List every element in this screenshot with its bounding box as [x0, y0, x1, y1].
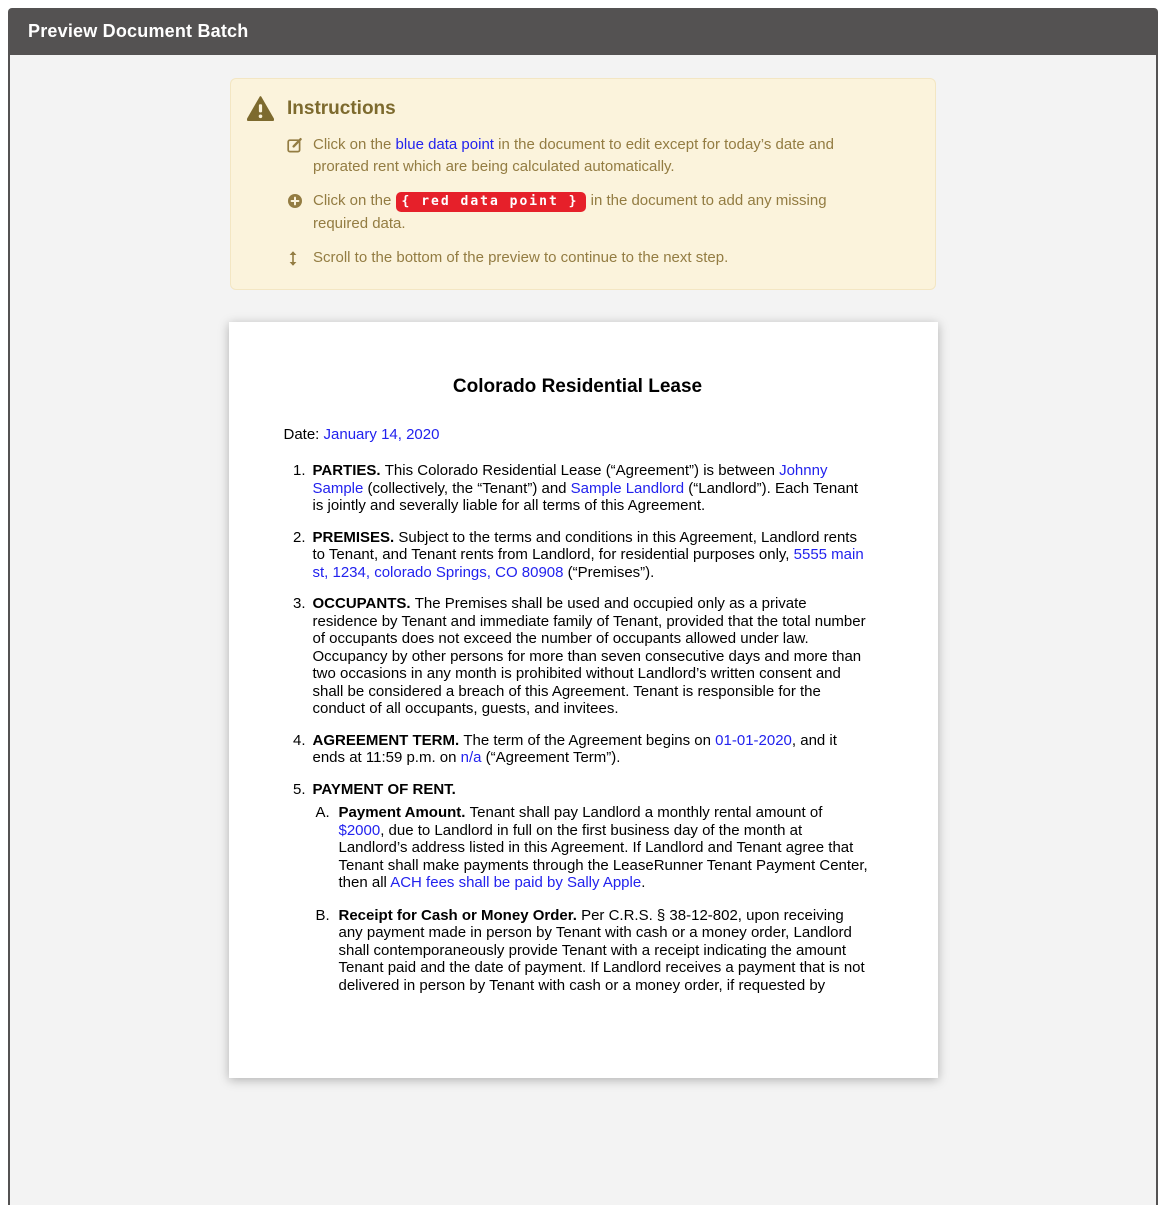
item-number: 1. [292, 462, 306, 479]
bold-lead: PAYMENT OF RENT. [312, 780, 456, 798]
edit-icon [287, 134, 304, 153]
panel-body [8, 55, 1158, 1205]
preview-document-batch-panel [8, 8, 1158, 1208]
instruction-text: Click on the blue data point in the document to edit except for today’s date and prorated rent which are being calculated automatically. [313, 136, 834, 175]
bold-lead: Receipt for Cash or Money Order. [338, 906, 582, 924]
bold-lead: AGREEMENT TERM. [312, 731, 464, 749]
subitem-letter: A. [315, 804, 330, 821]
instructions-header [247, 96, 917, 121]
instruction-item [287, 134, 917, 178]
data-point-link[interactable]: $2000 [338, 821, 381, 839]
instruction-text: Click on the { red data point } in the document to add any missing required data. [313, 192, 827, 232]
instructions-list [247, 134, 917, 269]
panel-header [8, 8, 1158, 55]
document-item [284, 529, 872, 582]
page-title: Preview Document Batch [28, 21, 249, 41]
document-item [284, 595, 872, 718]
scroll-arrows-icon [287, 247, 304, 267]
instruction-item [287, 247, 917, 269]
document-sublist [313, 804, 872, 994]
instruction-item [287, 190, 917, 235]
document-date-line [284, 426, 872, 443]
data-point-link[interactable]: Sample Landlord [570, 479, 685, 497]
bold-lead: Payment Amount. [338, 804, 470, 821]
bold-lead: PARTIES. [312, 462, 385, 479]
warning-icon [247, 96, 274, 121]
bold-lead: PREMISES. [312, 528, 399, 546]
document-item [284, 732, 872, 767]
item-text: PREMISES. Subject to the terms and conditions in this Agreement, Landlord rents to Tenant, and Tenant rents from Landlord, for residential purposes only, 5555 main st, 1234, colorado Springs, CO 80908 (“Premises”). [312, 528, 864, 581]
document-subitem [316, 804, 872, 892]
instructions-box [230, 78, 936, 290]
subitem-text: Receipt for Cash or Money Order. Per C.R.S. § 38-12-802, upon receiving any payment made in person by Tenant with cash or a money order, Landlord shall contemporaneously provide Tenant with a receipt indicating the amount Tenant paid and the date of payment. If Landlord receives a payment that is not delivered in person by Tenant with cash or a money order, if requested by [338, 906, 865, 994]
item-text: OCCUPANTS. The Premises shall be used and occupied only as a private residence by Tenant and immediate family of Tenant, provided that the total number of occupants does not exceed the number of occupants allowed under law. Occupancy by other persons for more than seven consecutive days and more than two occasions in any month is prohibited without Landlord’s written consent and shall be considered a breach of this Agreement. Tenant is responsible for the conduct of all occupants, guests, and invitees. [312, 595, 866, 717]
date-label: Date: [283, 426, 324, 443]
bold-lead: OCCUPANTS. [312, 595, 415, 612]
item-text [313, 781, 872, 995]
document-preview-card [229, 322, 938, 1078]
instruction-text: Scroll to the bottom of the preview to continue to the next step. [313, 249, 729, 266]
subitem-letter: B. [315, 906, 330, 924]
data-point-link[interactable]: Johnny Sample [312, 462, 828, 497]
plus-circle-icon [287, 190, 304, 209]
item-number: 3. [292, 595, 306, 612]
red-data-point-badge: { red data point } [396, 192, 587, 212]
document-item [284, 781, 872, 995]
item-number: 2. [292, 528, 306, 546]
document-subitem [316, 907, 872, 995]
data-point-date[interactable]: January 14, 2020 [323, 426, 440, 443]
data-point-link[interactable]: 01-01-2020 [715, 731, 792, 749]
document-item [284, 462, 872, 515]
item-number: 5. [292, 780, 306, 798]
data-point-link[interactable]: ACH fees shall be paid by Sally Apple [390, 874, 642, 891]
item-number: 4. [292, 731, 306, 749]
data-point-link[interactable]: n/a [460, 749, 482, 766]
data-point-link[interactable]: 5555 main st, 1234, colorado Springs, CO 80908 [312, 546, 864, 581]
item-text: AGREEMENT TERM. The term of the Agreement begins on 01-01-2020, and it ends at 11:59 p.m. on n/a (“Agreement Term”). [312, 731, 837, 766]
instructions-title: Instructions [287, 97, 396, 119]
item-text: PARTIES. This Colorado Residential Lease (“Agreement”) is between Johnny Sample (collectively, the “Tenant”) and Sample Landlord (“Landlord”). Each Tenant is jointly and severally liable for all terms of this Agreement. [312, 462, 859, 514]
document-body [284, 462, 872, 994]
blue-data-point-text: blue data point [395, 136, 494, 153]
subitem-text: Payment Amount. Tenant shall pay Landlord a monthly rental amount of $2000, due to Landlord in full on the first business day of the month at Landlord’s address listed in this Agreement. If Landlord and Tenant agree that Tenant shall make payments through the LeaseRunner Tenant Payment Center, then all ACH fees shall be paid by Sally Apple. [338, 804, 868, 891]
document-title: Colorado Residential Lease [452, 376, 703, 397]
